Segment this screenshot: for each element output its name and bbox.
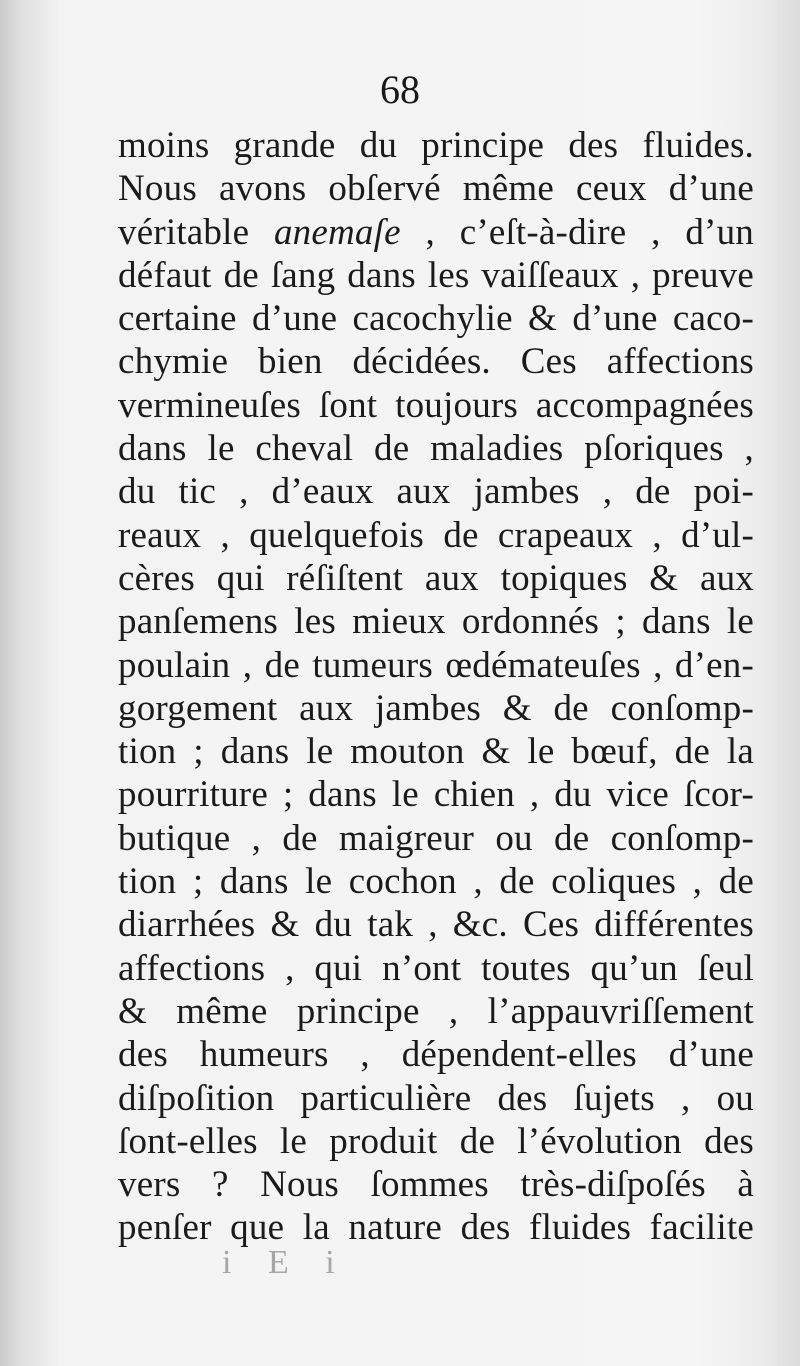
text-line: cères qui réſiſtent aux topiques & aux [118, 557, 754, 599]
text-line: chymie bien décidées. Ces affections [118, 341, 754, 383]
text-line: dans le cheval de maladies pſoriques , [118, 428, 754, 470]
bleed-through-footer-mark: i E i [222, 1244, 349, 1281]
text-line: Nous avons obſervé même ceux d’une [118, 168, 754, 210]
text-line: ſont-elles le produit de l’évolution des [118, 1120, 754, 1162]
text-line: panſemens les mieux ordonnés ; dans le [118, 601, 754, 643]
italic-term: anemaſe [273, 211, 401, 253]
text-line: affections , qui n’ont toutes qu’un ſeul [118, 947, 754, 989]
text-line: moins grande du principe des fluides. [118, 125, 754, 166]
text-line: vermineuſes ſont toujours accompagnées [118, 384, 754, 426]
text-line: tion ; dans le cochon , de coliques , de [118, 861, 754, 903]
text-line: pourriture ; dans le chien , du vice ſcor- [118, 774, 754, 816]
text-line: gorgement aux jambes & de conſomp- [118, 687, 754, 729]
page-number: 68 [380, 67, 420, 112]
text-line: poulain , de tumeurs œdémateuſes , d’en- [118, 644, 754, 686]
text-line: certaine d’une cacochylie & d’une caco- [118, 298, 754, 340]
text-line: du tic , d’eaux aux jambes , de poi- [118, 471, 754, 513]
text-line: penſer que la nature des fluides facilite [118, 1207, 754, 1249]
text-line: reaux , quelquefois de crapeaux , d’ul- [118, 514, 754, 556]
text-line: diſpoſition particulière des ſujets , ou [118, 1077, 754, 1119]
text-line: tion ; dans le mouton & le bœuf, de la [118, 731, 754, 773]
text-line: butique , de maigreur ou de conſomp- [118, 817, 754, 859]
text-line-with-italic: véritable anemaſe , c’eſt-à-dire , d’un [118, 211, 754, 253]
text-line: & même principe , l’appauvriſſement [118, 990, 754, 1032]
text-line: vers ? Nous ſommes très-diſpoſés à [118, 1164, 754, 1206]
body-text [118, 124, 754, 1250]
text-line: défaut de ſang dans les vaiſſeaux , preuve [118, 254, 754, 296]
text-line: des humeurs , dépendent-elles d’une [118, 1034, 754, 1076]
text-line: diarrhées & du tak , &c. Ces différentes [118, 904, 754, 946]
